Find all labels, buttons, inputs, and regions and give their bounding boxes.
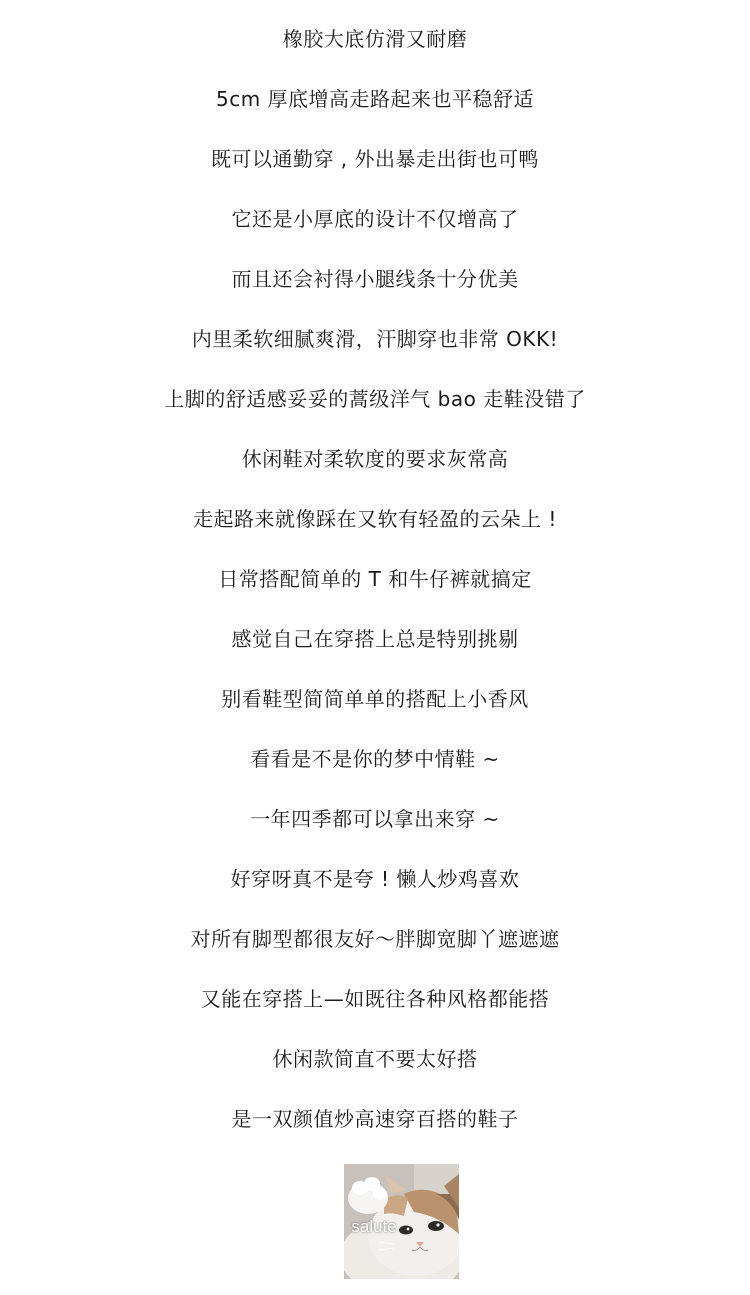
text-line: 好穿呀真不是夸 ! 懒人炒鸡喜欢 bbox=[230, 867, 520, 891]
text-line: 休闲款简直不要太好搭 bbox=[272, 1047, 478, 1071]
text-line: 上脚的舒适感妥妥的蒿级洋气 bao 走鞋没错了 bbox=[164, 387, 586, 411]
text-line: 休闲鞋对柔软度的要求灰常高 bbox=[241, 447, 509, 471]
text-line: 是一双颜值炒高速穿百搭的鞋子 bbox=[231, 1107, 519, 1131]
text-line: 感觉自己在穿搭上总是特别挑剔 bbox=[231, 627, 519, 651]
text-line: 别看鞋型简简单单的搭配上小香风 bbox=[221, 687, 529, 711]
text-line: 走起路来就像踩在又软有轻盈的云朵上 ! bbox=[193, 507, 557, 531]
text-line: 它还是小厚底的设计不仅增高了 bbox=[231, 207, 519, 231]
text-line: 内里柔软细腻爽滑，汗脚穿也非常 OKK! bbox=[191, 327, 559, 351]
text-line: 而且还会衬得小腿线条十分优美 bbox=[231, 267, 519, 291]
text-line: 日常搭配简单的 T 和牛仔裤就搞定 bbox=[218, 567, 532, 591]
text-line: 对所有脚型都很友好～胖脚宽脚丫遮遮遮 bbox=[190, 927, 560, 951]
cat-salute-sticker bbox=[344, 1164, 459, 1279]
text-line: 橡胶大底仿滑又耐磨 bbox=[282, 27, 468, 51]
sticker-caption: salute bbox=[351, 1217, 397, 1236]
text-line: 一年四季都可以拿出来穿 ~ bbox=[250, 807, 500, 831]
text-line: 既可以通勤穿 , 外出暴走出街也可鸭 bbox=[210, 147, 540, 171]
text-line: 又能在穿搭上—如既往各种风格都能搭 bbox=[200, 987, 550, 1011]
text-line: 看看是不是你的梦中情鞋 ~ bbox=[250, 747, 500, 771]
text-line: 5cm 厚底增高走路起来也平稳舒适 bbox=[215, 87, 535, 111]
